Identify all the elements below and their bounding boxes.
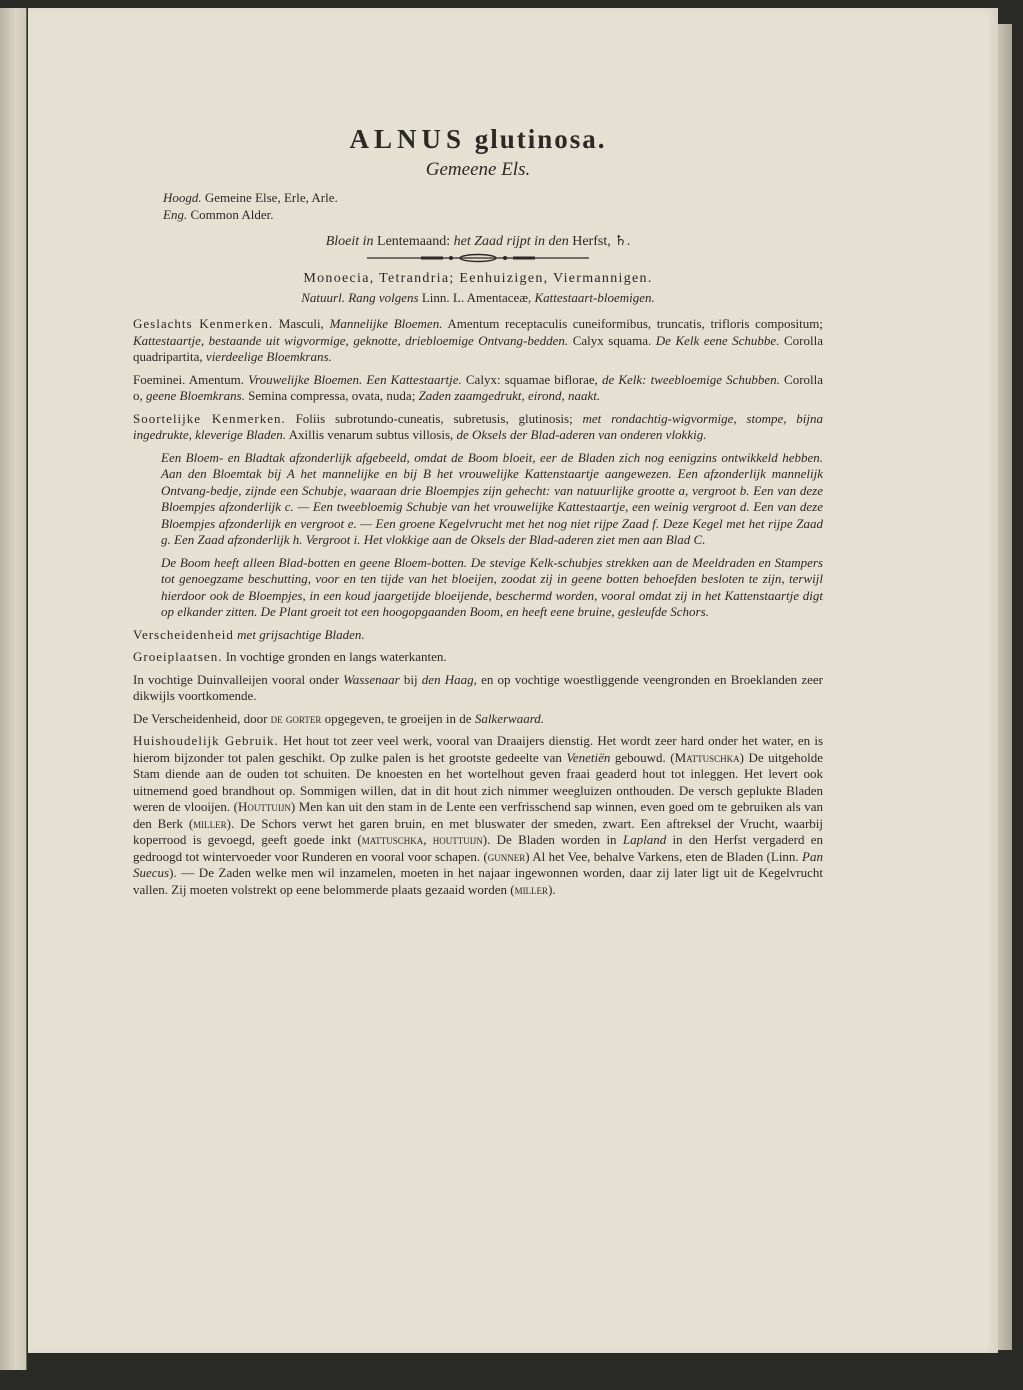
section-heading: Huishoudelijk Gebruik. bbox=[133, 733, 279, 748]
text-span: Wassenaar bbox=[343, 671, 400, 687]
name-text: Gemeine Else, Erle, Arle. bbox=[204, 190, 338, 205]
text-span: met grijsachtige Bladen. bbox=[237, 626, 365, 642]
text-span: Venetiën bbox=[566, 749, 611, 765]
author-name: Houttuijn bbox=[238, 799, 291, 814]
rang-dutch: Kattestaart-bloemigen. bbox=[534, 290, 655, 305]
text-span: bij bbox=[403, 671, 418, 687]
name-text: Common Alder. bbox=[190, 207, 274, 222]
text-span: ). De Schors verwt het garen bruin, en met bluswater der smeden, zwart. Een aftreksel der Vrucht, waarbij koperrood is gevoegd, geeft goede inkt ( bbox=[133, 815, 823, 847]
tree-description: De Boom heeft alleen Blad-botten en geene Bloem-botten. De stevige Kelk-schubjes strekken aan de Meeldraden en Stampers tot genoegzame beschutting, voor en ten tijde van het bloeijen, zoodat zij in geene botten behoefden besloten te zijn, terwijl hierdoor ook de Bloempjes, in een koud jaargetijde bloeijende, beschermd worden, vooral omdat zij in het Kattenstaartje digt op elkander zitten. De Plant groeit tot een hoogopgaanden Boom, en heeft eene bruine, gesleufde Schors. bbox=[161, 554, 823, 619]
genus-characters bbox=[133, 316, 823, 366]
bloei-month: Lentemaand bbox=[377, 234, 447, 249]
text-span: gebouwd. ( bbox=[614, 749, 675, 765]
text-span: Foeminei. Amentum. bbox=[133, 371, 244, 387]
genus-name: ALNUS bbox=[349, 124, 466, 154]
page-title bbox=[133, 123, 823, 155]
section-heading: Groeiplaatsen. bbox=[133, 649, 223, 664]
lang-label: Eng. bbox=[163, 207, 188, 222]
text-span: In vochtige Duinvalleijen vooral onder bbox=[133, 671, 339, 687]
variety bbox=[133, 627, 823, 644]
author-name: Mattuschka bbox=[674, 749, 740, 765]
author-name: de gorter bbox=[270, 710, 322, 726]
text-span: de Kelk: tweebloemige Schubben. bbox=[601, 371, 780, 387]
text-span: Masculi, bbox=[278, 316, 324, 331]
natural-rank bbox=[133, 290, 823, 306]
text-span: Zaden zaamgedrukt, eirond, naakt. bbox=[418, 388, 601, 403]
text-span: ). bbox=[548, 881, 556, 897]
bloei-part: Bloeit in bbox=[325, 234, 374, 249]
common-names bbox=[163, 189, 823, 223]
text-span: Corolla o, bbox=[133, 371, 824, 403]
text-span: Lapland bbox=[622, 832, 667, 847]
text-span: geene Bloemkrans. bbox=[146, 388, 245, 403]
text-span: Het hout tot zeer veel werk, vooral van Draaijers dienstig. Het wordt zeer hard onder het water, en is hierom bijzonder tot palen geschikt. Op zulke palen is het grootste gedeelte van bbox=[133, 733, 824, 765]
book-page bbox=[28, 8, 998, 1353]
female-characters bbox=[133, 372, 823, 405]
author-name: gunner bbox=[487, 848, 526, 864]
section-heading: Verscheidenheid bbox=[133, 626, 234, 642]
text-span: de Oksels der Blad-aderen van onderen vlokkig. bbox=[456, 427, 707, 442]
species-name: glutinosa. bbox=[474, 124, 607, 154]
section-heading: Geslachts Kenmerken. bbox=[133, 316, 274, 331]
dutch-name: Gemeene Els. bbox=[425, 159, 531, 180]
common-name-german bbox=[163, 189, 823, 206]
lang-label: Hoogd. bbox=[163, 190, 202, 205]
text-span: en op vochtige woestliggende veengronden en Broeklanden zeer dikwijls voortkomende. bbox=[133, 671, 823, 703]
household-use bbox=[133, 733, 823, 898]
text-span: in den Herfst vergaderd en gedroogd tot wintervoeder voor Runderen en vooral voor schapen. ( bbox=[133, 832, 824, 864]
bloei-colon: : bbox=[446, 234, 451, 249]
section-heading: Soortelijke Kenmerken. bbox=[133, 410, 286, 426]
linnaean-class: Monoecia, Tetrandria; Eenhuizigen, Viermannigen. bbox=[303, 271, 653, 286]
text-span: Kattestaartje, bestaande uit wigvormige, geknotte, driebloemige Ontvang-bedden. bbox=[133, 332, 569, 348]
text-span: ). — De Zaden welke men wil inzamelen, moeten in het najaar ingewonnen worden, daar zij later ligt uit de Kegelvrucht vallen. Zij moeten volstrekt op eene belommerde plaats gezaaid worden ( bbox=[133, 865, 823, 897]
text-span: den Haag, bbox=[421, 671, 477, 687]
bloei-part: het Zaad rijpt in den bbox=[453, 234, 569, 249]
previous-page-edge bbox=[0, 8, 27, 1370]
species-characters bbox=[133, 411, 823, 444]
figure-description: Een Bloem- en Bladtak afzonderlijk afgebeeld, omdat de Boom bloeit, eer de Bladen zich nog eenigzins ontwikkeld hebben. Aan den Bloemtak bij A het mannelijke en bij B het vrouwelijke Kattenstaartje aangewezen. Een afzonderlijk mannelijk Ontvang-bedje, zijnde een Schubje, waaraan drie Bloempjes zijn gehecht: van natuurlijke grootte a, vergroot b. Een van deze Bloempjes afzonderlijk c. — Een tweebloemig Schubje van het vrouwelijke Kattestaartje, een weinig vergroot d. Een van deze Bloempjes afzonderlijk en vergroot e. — Een groene Kegelvrucht met het nog niet rijpe Zaad f. Deze Kegel met het rijpe Zaad g. Een Zaad afzonderlijk h. Vergroot i. Het vlokkige aan de Oksels der Blad-aderen ziet men aan Blad C. bbox=[161, 449, 823, 547]
rang-label: Natuurl. Rang volgens bbox=[301, 290, 419, 305]
text-span: In vochtige gronden en langs waterkanten. bbox=[225, 649, 447, 664]
text-span: De Kelk eene Schubbe. bbox=[655, 332, 780, 348]
text-span: ) Men kan uit den stam in de Lente een verfrisschend sap winnen, even goed om te gebruiken als van den Berk ( bbox=[133, 799, 823, 831]
text-span: Mannelijke Bloemen. bbox=[329, 316, 443, 331]
flowering-line bbox=[133, 233, 823, 250]
author-name: miller bbox=[193, 815, 227, 831]
text-span: Axillis venarum subtus villosis, bbox=[288, 427, 454, 442]
text-span: Calyx: squamae biflorae, bbox=[465, 371, 598, 387]
page-stack-edge bbox=[998, 24, 1012, 1350]
habitat bbox=[133, 649, 823, 666]
author-name: miller bbox=[514, 881, 549, 897]
bloei-season: Herfst bbox=[572, 234, 608, 249]
page-content bbox=[133, 123, 823, 904]
author-name: mattuschka, houttuijn bbox=[361, 832, 483, 847]
text-span: ) Al het Vee, behalve Varkens, eten de Bladen (Linn. bbox=[525, 848, 799, 864]
common-name-english bbox=[163, 206, 823, 223]
bloei-symbol: , ♄. bbox=[607, 234, 631, 249]
rang-linn: Linn. L. Amentaceæ, bbox=[421, 290, 532, 305]
text-span: Pan Suecus bbox=[133, 848, 823, 880]
text-span: ). De Bladen worden in bbox=[482, 832, 617, 847]
ornamental-rule bbox=[363, 253, 593, 263]
text-span: Amentum receptaculis cuneiformibus, truncatis, trifloris compositum; bbox=[447, 316, 824, 331]
variety-location bbox=[133, 711, 823, 728]
text-span: ) De uitgeholde Stam diende aan de ouden tot schuiten. De knoesten en het wortelhout geven fraai geaderd hout tot inleggen. Het levert ook uitnemend goed brandhout op. Sommigen willen, dat in dit hout zich nimmer weegluizen onthouden. De versch geplukte Bladen weren de vlooijen. ( bbox=[133, 749, 823, 814]
text-span: Foliis subrotundo-cuneatis, subretusis, glutinosis; bbox=[295, 410, 573, 426]
text-span: De Verscheidenheid, door bbox=[133, 710, 268, 726]
text-span: vierdeelige Bloemkrans. bbox=[205, 349, 332, 364]
habitat-dunes bbox=[133, 672, 823, 705]
text-span: Salkerwaard. bbox=[474, 710, 545, 726]
text-span: opgegeven, te groeijen in de bbox=[324, 710, 472, 726]
text-span: Calyx squama. bbox=[572, 332, 652, 348]
text-span: Vrouwelijke Bloemen. Een Kattestaartje. bbox=[248, 371, 462, 387]
text-span: met rondachtig-wigvormige, stompe, bijna ingedrukte, kleverige Bladen. bbox=[133, 410, 824, 442]
text-span: Semina compressa, ovata, nuda; bbox=[248, 388, 416, 403]
text-span: Corolla quadripartita, bbox=[133, 332, 823, 364]
